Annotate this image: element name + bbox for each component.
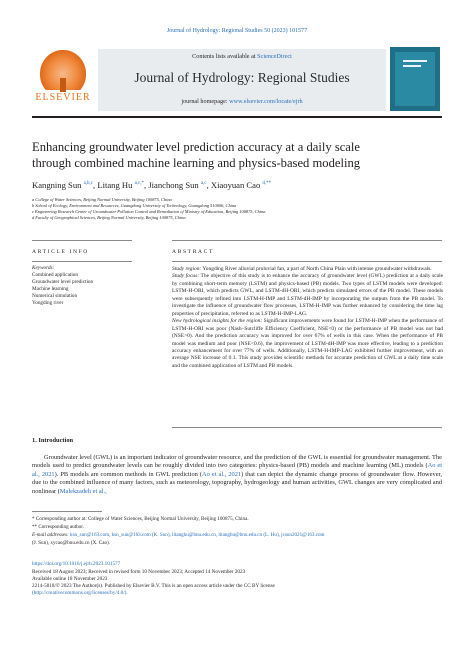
keyword: Numerical simulation — [32, 293, 78, 299]
footnote-rule — [32, 511, 102, 512]
author-list: Kangning Sun $^{a,b,c}$, Litang Hu $^{a,c,*}$, Jianchong Sun $^{a,c}$, Xiaoyuan Cao $^{d,**}$ — [32, 180, 272, 190]
journal-cover-image[interactable] — [390, 47, 440, 111]
affiliation: d Faculty of Geographical Sciences, Beijing Normal University, Beijing 100875, China — [32, 215, 186, 220]
license-link[interactable]: (http://creativecommons.org/licenses/by/4.0/). — [32, 589, 128, 596]
received-dates: Received 18 August 2023; Received in revised form 10 November 2023; Accepted 14 November 2023 — [32, 569, 246, 575]
study-region-text: Yongding River alluvial proluvial fan, a part of North China Plain with intense groundwater withdrawals. — [201, 266, 432, 272]
author-name[interactable]: Litang Hu — [97, 180, 133, 190]
citation-link[interactable]: Ao et al., 2021 — [202, 470, 242, 478]
keyword: Groundwater level prediction — [32, 279, 94, 285]
study-region-label: Study region: — [172, 266, 202, 272]
footnote-emails-cont: (J. Sun), xycao@bnu.edu.cn (X. Cao). — [32, 540, 110, 546]
abstract-end-rule — [172, 427, 442, 428]
citation-link[interactable]: Ao et al., 2021 — [32, 462, 442, 478]
online-date: Available online 18 November 2023 — [32, 576, 108, 582]
footnote-corresponding: * Corresponding author at: College of Water Sciences, Beijing Normal University, Beijing 100875, China. — [32, 516, 249, 522]
author-name[interactable]: Xiaoyuan Cao — [210, 180, 261, 190]
license-text — [32, 583, 442, 596]
abstract-insights — [172, 318, 443, 370]
abstract-body-rule — [172, 261, 442, 262]
email-links[interactable]: ksn_sun@163.com, ksn_sun@163.com (K. Sun), litanghu@bnu.edu.cn, litanghu@bnu.edu.cn (L. Hu), jcsun2021@163.com — [70, 532, 325, 538]
running-head[interactable]: Journal of Hydrology: Regional Studies 50 (2023) 101577 — [166, 28, 308, 34]
tree-trunk-shape — [60, 78, 66, 92]
elsevier-logo[interactable] — [32, 48, 94, 106]
footnote-emails — [32, 532, 442, 539]
abstract-heading: ABSTRACT — [172, 249, 215, 255]
author-name[interactable]: Kangning Sun — [32, 180, 82, 190]
citation-link[interactable]: Malekzadeh et al., — [59, 487, 107, 495]
footnote-corresponding-2: ** Corresponding author. — [32, 524, 84, 530]
introduction-paragraph — [32, 454, 442, 496]
intro-text: ). PB models are common methods in GWL prediction ( — [54, 470, 203, 478]
insights-text: Significant improvements were found for LSTM-H-IMP when the performance of LSTM-H-ORI was poor (Nash–Sutcliffe Efficiency Coefficient, NSE<0) or the performance of PB model was not bad (NSE>0). And the prediction accuracy was improved for over 67% of wells in this case. When the performance of PB model was medium and poor (NSE<0.6), the improvement of LSTM-dH-IMP was more effective, leading to a prediction accuracy enhancement for over 77% of wells. Additionally, LSTM-H-IMP-LAG exhibited further improvement, with an average NSE increase of 0.1. This study provides scientific methods for accurate prediction of GWL at a daily time scale and the combined application of LSTM and PB models. — [172, 318, 444, 369]
contents-line — [98, 53, 386, 60]
title-line-1: Enhancing groundwater level prediction accuracy at a daily scale — [32, 140, 360, 154]
abstract-study-focus — [172, 273, 443, 318]
cover-title-bar — [403, 60, 427, 62]
author-name[interactable]: Jianchong Sun — [148, 180, 199, 190]
keyword: Machine learning — [32, 286, 69, 292]
abstract-rule — [172, 240, 442, 241]
email-label: E-mail addresses: — [32, 532, 71, 538]
article-info-rule — [32, 240, 132, 241]
keyword: Combined application — [32, 272, 78, 278]
journal-title[interactable]: Journal of Hydrology: Regional Studies — [134, 70, 350, 85]
author-affiliation-marker[interactable]: a,c — [200, 181, 207, 187]
study-focus-label: Study focus: — [172, 273, 200, 280]
keywords-label: Keywords: — [32, 265, 55, 271]
study-focus-text: The objective of this study is to enhance the accuracy of groundwater level (GWL) prediction at a daily scale by combining short-term memory (LSTM) and physics-based (PB) models. Two types of LSTM models were developed: LSTM-H-ORI, which predicts GWL, and LSTM-dH-ORI, which predicts simulated errors of the PB model. These models were subsequently refined into LSTM-H-IMP and LSTM-dH-IMP by incorporating the outputs from the PB model. To investigate the influence of groundwater flow processes, LSTM-H-IMP was further enhanced by considering the time lag properties of precipitation, referred to as LSTM-H-IMP-LAG. — [172, 273, 443, 317]
homepage-prefix: journal homepage: — [181, 98, 230, 105]
elsevier-wordmark: ELSEVIER — [35, 92, 91, 103]
keywords-block — [32, 265, 132, 307]
doi-link[interactable]: https://doi.org/10.1016/j.ejrh.2023.101577 — [32, 561, 121, 567]
title-line-2: through combined machine learning and physics-based modeling — [32, 156, 361, 170]
affiliation: b School of Ecology, Environment and Resources, Guangdong University of Technology, Guangdong 510006, China — [32, 203, 237, 208]
affiliation: c Engineering Research Center of Groundwater Pollution Control and Remediation of Ministry of Education, Beijing 100875, China — [32, 209, 266, 214]
contents-prefix: Contents lists available at — [192, 53, 258, 60]
journal-homepage — [98, 98, 386, 105]
author-affiliation-marker[interactable]: a,c,* — [134, 181, 145, 187]
intro-text: Groundwater level (GWL) is an important indicator of groundwater resource, and the prediction of the GWL is essential for groundwater management. The models used to predict groundwater levels can be roughly divided into two categories: physics-based (PB) models and machine learning (ML) models ( — [32, 454, 442, 470]
insights-label: New hydrological insights for the region: — [172, 318, 263, 325]
header-rule — [32, 116, 442, 118]
keywords-rule — [32, 261, 132, 262]
cover-art — [395, 52, 435, 106]
license-line: 2214-5818/© 2023 The Author(s). Published by Elsevier B.V. This is an open access article under the CC BY license — [32, 583, 275, 589]
intro-text: ) that can depict the dynamic change process of groundwater flow. However, due to the combined influence of many factors, such as meteorology, topography, hydrogeology and human activities, GWL changes are very complicated and nonlinear ( — [32, 470, 443, 495]
author-affiliation-marker[interactable]: a,b,c — [83, 181, 94, 187]
section-heading-introduction: 1. Introduction — [32, 437, 74, 444]
author-affiliation-marker[interactable]: d,** — [262, 181, 272, 187]
keyword: Yongding river — [32, 300, 64, 306]
cover-title-bar — [403, 65, 421, 67]
affiliation: a College of Water Sciences, Beijing Normal University, Beijing 100875, China — [32, 197, 172, 202]
paper-title — [32, 139, 452, 171]
sciencedirect-link[interactable]: ScienceDirect — [257, 53, 292, 60]
article-info-heading: ARTICLE INFO — [32, 249, 89, 255]
abstract-body — [172, 266, 443, 370]
homepage-link[interactable]: www.elsevier.com/locate/ejrh — [229, 98, 303, 105]
